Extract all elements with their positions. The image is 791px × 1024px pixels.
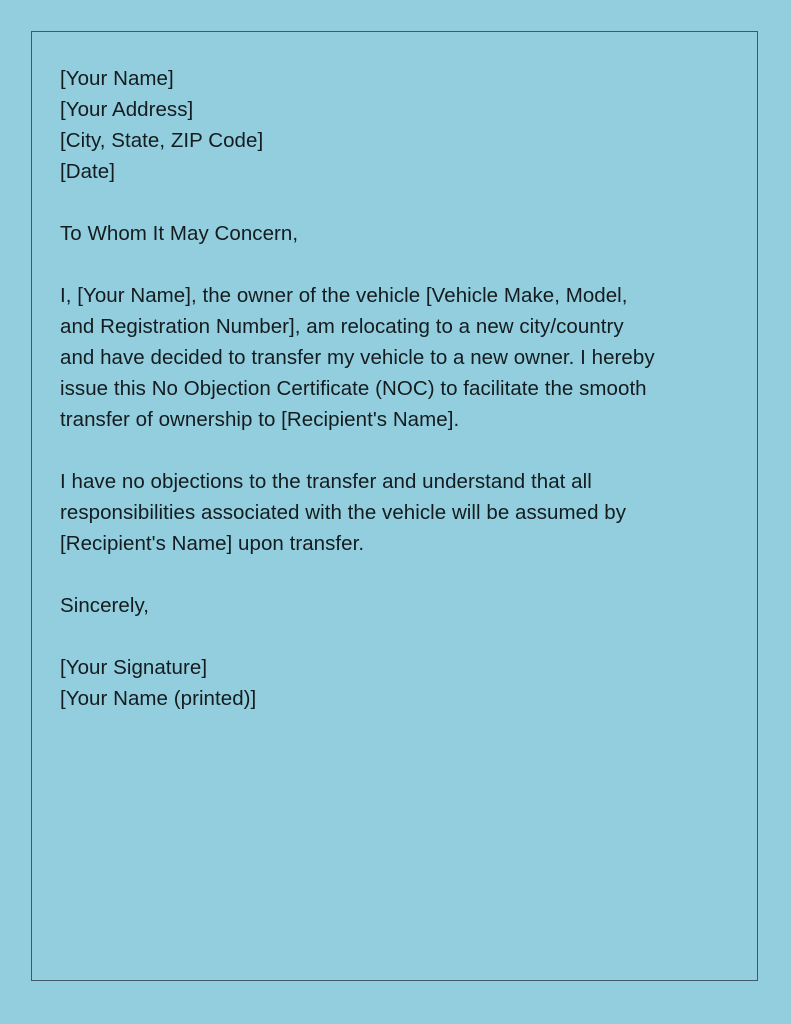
spacer-after-paragraph-2: [60, 559, 660, 590]
sender-address-line: [Your Address]: [60, 98, 194, 121]
signature-block: [60, 652, 660, 714]
printed-name-line: [Your Name (printed)]: [60, 687, 257, 710]
spacer-after-sender-block: [60, 187, 660, 218]
signature-line: [Your Signature]: [60, 656, 208, 679]
sender-address-block: [60, 63, 660, 187]
salutation: To Whom It May Concern,: [60, 222, 299, 245]
body-paragraph-1: I, [Your Name], the owner of the vehicle [Vehicle Make, Model, and Registration Number], am relocating to a new city/country and have decided to transfer my vehicle to a new owner. I hereby issue this No Objection Certificate (NOC) to facilitate the smooth transfer of ownership to [Recipient's Name].: [60, 284, 661, 431]
spacer-after-salutation: [60, 249, 660, 280]
closing: Sincerely,: [60, 594, 149, 617]
sender-name-line: [Your Name]: [60, 67, 174, 90]
sender-date-line: [Date]: [60, 160, 115, 183]
sender-city-state-zip-line: [City, State, ZIP Code]: [60, 129, 264, 152]
body-paragraph-2: I have no objections to the transfer and understand that all responsibilities associated with the vehicle will be assumed by [Recipient's Name] upon transfer.: [60, 470, 632, 555]
spacer-after-paragraph-1: [60, 435, 660, 466]
spacer-after-closing: [60, 621, 660, 652]
letter-content: [60, 63, 660, 714]
